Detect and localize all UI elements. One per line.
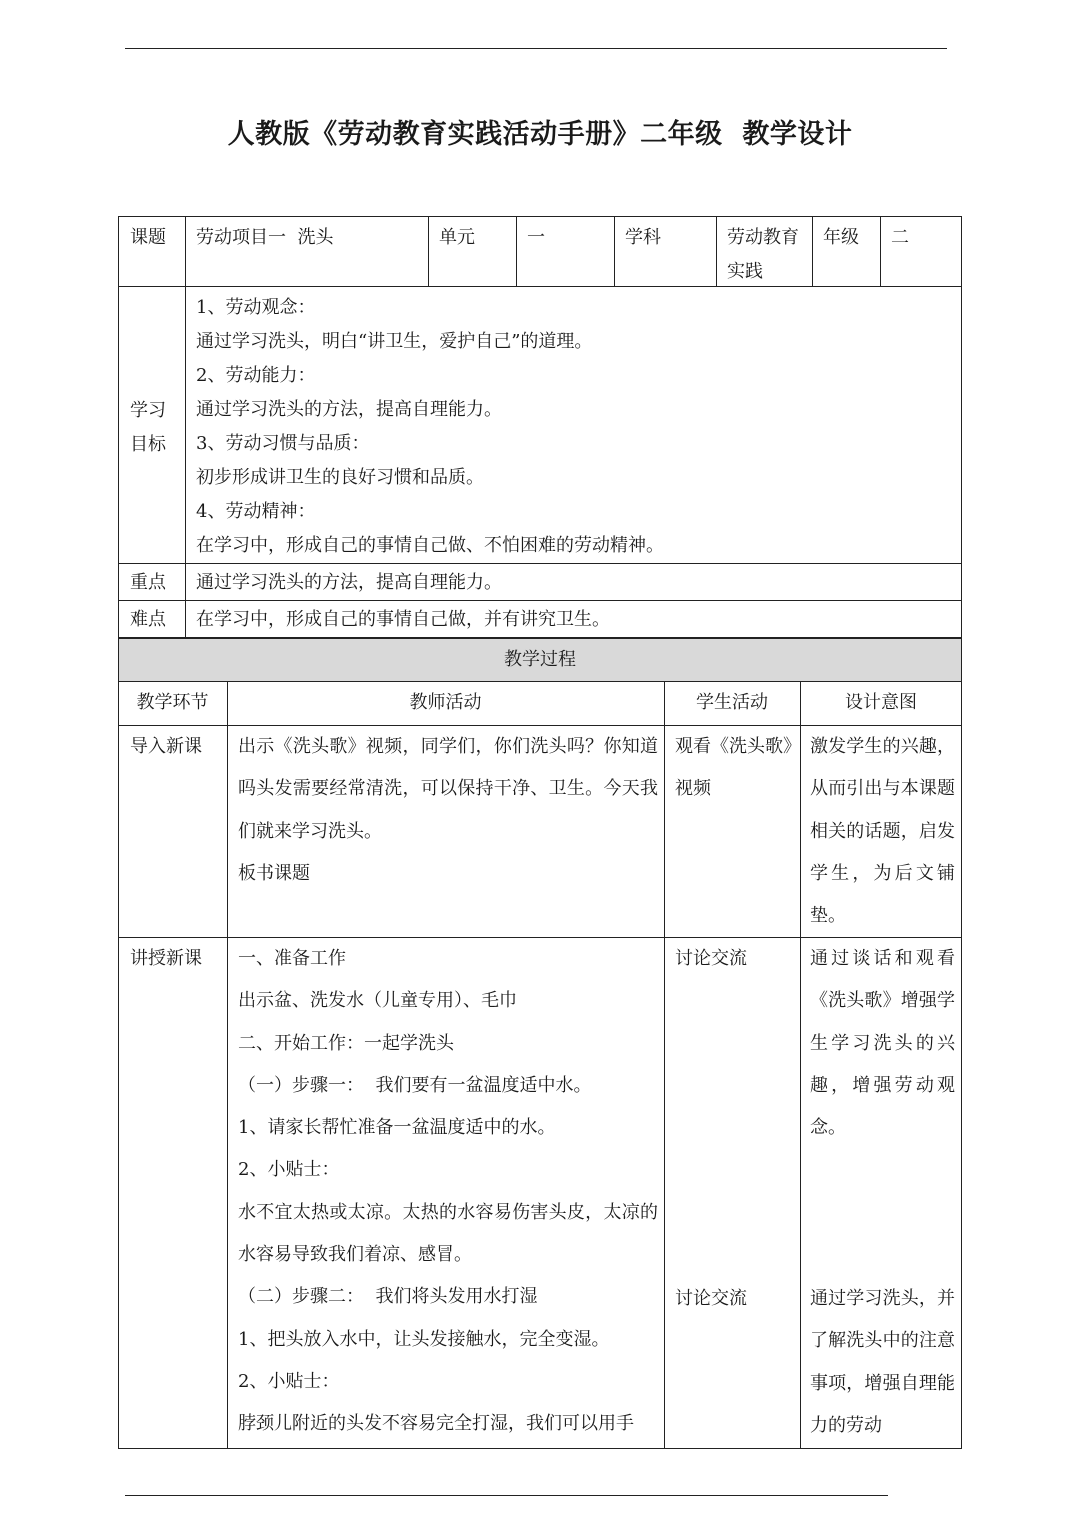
teacher-new-line: （一）步骤一： 我们要有一盆温度适中水。	[238, 1074, 592, 1096]
intent-new-2: 通过学习洗头，并了解洗头中的注意事项，增强自理能力的劳动	[810, 1288, 955, 1436]
process-col-divider	[800, 681, 801, 1449]
teacher-new-line: 水不宜太热或太凉。太热的水容易伤害头皮，太凉的水容易导致我们着凉、感冒。	[238, 1201, 658, 1266]
objective-line: 2、劳动能力：	[196, 365, 316, 386]
course-label: 课题	[130, 227, 166, 248]
info-col-divider	[880, 216, 881, 286]
teacher-new-line: 出示盆、洗发水（儿童专用）、毛巾	[238, 990, 517, 1012]
col-header-intent: 设计意图	[845, 692, 917, 713]
grade-value: 二	[891, 227, 909, 248]
key-point-label: 重点	[130, 572, 166, 593]
info-col-divider	[812, 216, 813, 286]
stage-intro: 导入新课	[130, 736, 202, 757]
objective-line: 通过学习洗头的方法，提高自理能力。	[196, 399, 502, 420]
info-col-divider	[516, 216, 517, 286]
unit-value: 一	[527, 227, 545, 248]
teacher-new-line: 2、小贴士：	[238, 1159, 340, 1181]
teacher-intro-text: 出示《洗头歌》视频，同学们，你们洗头吗？你知道吗头发需要经常清洗，可以保持干净、卫生。今天我们就来学习洗头。	[238, 736, 658, 842]
student-new-2: 讨论交流	[675, 1288, 747, 1309]
difficulty-value: 在学习中，形成自己的事情自己做，并有讲究卫生。	[196, 609, 610, 630]
key-point-value: 通过学习洗头的方法，提高自理能力。	[196, 572, 502, 593]
teacher-new-line: 1、请家长帮忙准备一盆温度适中的水。	[238, 1117, 556, 1139]
process-col-divider	[664, 681, 665, 1449]
objective-line: 1、劳动观念：	[196, 297, 316, 318]
difficulty-label: 难点	[130, 609, 166, 630]
info-col-divider	[428, 216, 429, 286]
footer-rule	[125, 1495, 888, 1496]
subject-label: 学科	[625, 227, 661, 248]
col-header-teacher: 教师活动	[409, 692, 482, 713]
stage-new: 讲授新课	[130, 948, 202, 969]
process-col-divider	[227, 681, 228, 1449]
col-header-stage: 教学环节	[136, 692, 209, 713]
teacher-new-line: 一、准备工作	[238, 948, 346, 969]
teacher-intro-board: 板书课题	[238, 863, 310, 884]
objective-line: 在学习中，形成自己的事情自己做、不怕困难的劳动精神。	[196, 535, 664, 556]
teacher-new-line: （二）步骤二： 我们将头发用水打湿	[238, 1286, 538, 1308]
info-col-divider	[185, 216, 186, 638]
teacher-new-line: 1、把头放入水中，让头发接触水，完全变湿。	[238, 1328, 610, 1350]
intent-new-1: 通过谈话和观看《洗头歌》增强学生学习洗头的兴趣，增强劳动观念。	[810, 948, 955, 1139]
process-row-divider	[118, 681, 962, 682]
page-title: 人教版《劳动教育实践活动手册》二年级 教学设计	[227, 119, 853, 150]
objective-line: 初步形成讲卫生的良好习惯和品质。	[196, 467, 484, 488]
objective-line: 4、劳动精神：	[196, 501, 316, 522]
course-value: 劳动项目一 洗头	[196, 227, 334, 248]
objective-line: 3、劳动习惯与品质：	[196, 433, 370, 454]
objectives-list	[196, 291, 664, 563]
intent-intro: 激发学生的兴趣，从而引出与本课题相关的话题，启发学生，为后文铺垫。	[810, 736, 955, 927]
student-intro: 观看《洗头歌》视频	[675, 736, 792, 800]
header-rule	[125, 48, 947, 49]
info-row-divider	[118, 286, 962, 287]
info-row-divider	[118, 600, 962, 601]
process-header: 教学过程	[504, 649, 576, 670]
info-col-divider	[614, 216, 615, 286]
teacher-new-list	[238, 938, 658, 1446]
col-header-student: 学生活动	[696, 692, 768, 713]
teacher-new-line: 二、开始工作：一起学洗头	[238, 1032, 454, 1054]
student-new-1: 讨论交流	[675, 948, 747, 969]
unit-label: 单元	[439, 227, 475, 248]
teacher-new-line: 2、小贴士：	[238, 1370, 340, 1392]
subject-value: 劳动教育实践	[727, 227, 799, 282]
objective-line: 通过学习洗头，明白“讲卫生，爱护自己”的道理。	[196, 331, 593, 352]
info-col-divider	[716, 216, 717, 286]
info-row-divider	[118, 563, 962, 564]
grade-label: 年级	[823, 227, 859, 248]
teacher-new-line: 脖颈儿附近的头发不容易完全打湿，我们可以用手	[238, 1413, 634, 1435]
objectives-label: 学习目标	[130, 400, 166, 455]
